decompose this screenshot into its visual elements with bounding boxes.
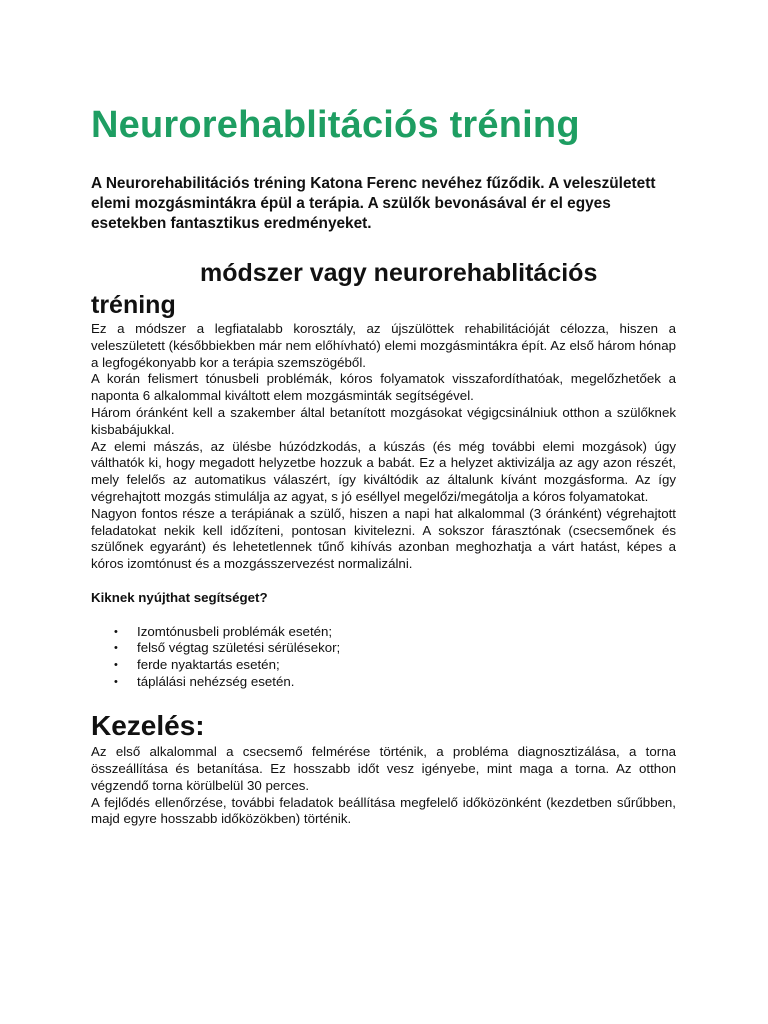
list-item-text: ferde nyaktartás esetén; [137, 656, 280, 672]
body-paragraph-1: Ez a módszer a legfiatalabb korosztály, az újszülöttek rehabilitációját célozza, hiszen a veleszületett (későbbiekben már nem előhívható) elemi mozgásmintákra épít. Az első három hónap a legfogékonyabb kor a terápia szemszögéből. [91, 321, 676, 370]
body-paragraph-3: Három óránként kell a szakember által betanított mozgásokat végigcsinálniuk otthon a szülőknek kisbabájukkal. [91, 404, 676, 437]
question-heading: Kiknek nyújthat segítséget? [91, 589, 268, 605]
list-item-text: felső végtag születési sérülésekor; [137, 640, 341, 656]
kezeles-paragraph-2: A fejlődés ellenőrzése, további feladatok beállítása megfelelő időközönként (kezdetben sűrűbben, majd egyre hosszabb időközökben) történik. [91, 794, 676, 827]
bullet-icon: • [114, 625, 118, 638]
bullet-icon: • [114, 658, 118, 671]
kezeles-paragraph-1: Az első alkalommal a csecsemő felmérése történik, a probléma diagnosztizálása, a torna összeállítása és betanítása. Ez hosszabb időt vesz igényebe, mint maga a torna. Az otthon végzendő torna körülbelül 30 perces. [91, 744, 676, 793]
section-heading-kezeles: Kezelés: [91, 710, 205, 742]
list-item-text: táplálási nehézség esetén. [137, 673, 295, 689]
list-item [114, 623, 676, 641]
bullet-icon: • [114, 642, 118, 655]
lead-paragraph: A Neurorehabilitációs tréning Katona Ferenc nevéhez fűződik. A veleszületett elemi mozgásmintákra épül a terápia. A szülők bevonásával ér el egyes esetekben fantasztikus eredményeket. [91, 175, 656, 232]
list-item [114, 656, 676, 674]
list-item-text: Izomtónusbeli problémák esetén; [137, 623, 333, 639]
body-paragraph-5: Nagyon fontos része a terápiának a szülő, hiszen a napi hat alkalommal (3 óránként) végrehajtott feladatokat nekik kell időzíteni, pontosan kivitelezni. A sokszor fárasztónak (csecsemőnek és szülőnek egyaránt) és lehetetlennek tűnő kihívás azonban meghozhatja a várt hatást, képes a kóros izomtónust és a mozgásszervezést normalizálni. [91, 505, 676, 572]
help-list [91, 624, 676, 690]
list-item [114, 673, 676, 691]
bullet-icon: • [114, 675, 118, 688]
page-title: Neurorehablitációs tréning [91, 104, 580, 146]
body-paragraph-4: Az elemi mászás, az ülésbe húzódzkodás, a kúszás (és még további elemi mozgások) úgy válthatók ki, hogy megadott helyzetbe hozzuk a babát. Ez a helyzet aktivizálja az agy azon részét, mely felelős az automatikus válaszért, így kiváltódik az általunk kívánt mozgásforma. Az így végrehajtott mozgás stimulálja az agyat, s jó eséllyel megelőzi/megátolja a kóros folyamatokat. [91, 438, 676, 504]
list-item [114, 640, 676, 657]
body-paragraph-2: A korán felismert tónusbeli problémák, kóros folyamatok visszafordíthatóak, megelőzhetőek a naponta 6 alkalommal kiváltott elem mozgásminták segítségével. [91, 371, 676, 404]
subtitle-heading: módszer vagy neurorehablitációs tréning [91, 259, 598, 319]
